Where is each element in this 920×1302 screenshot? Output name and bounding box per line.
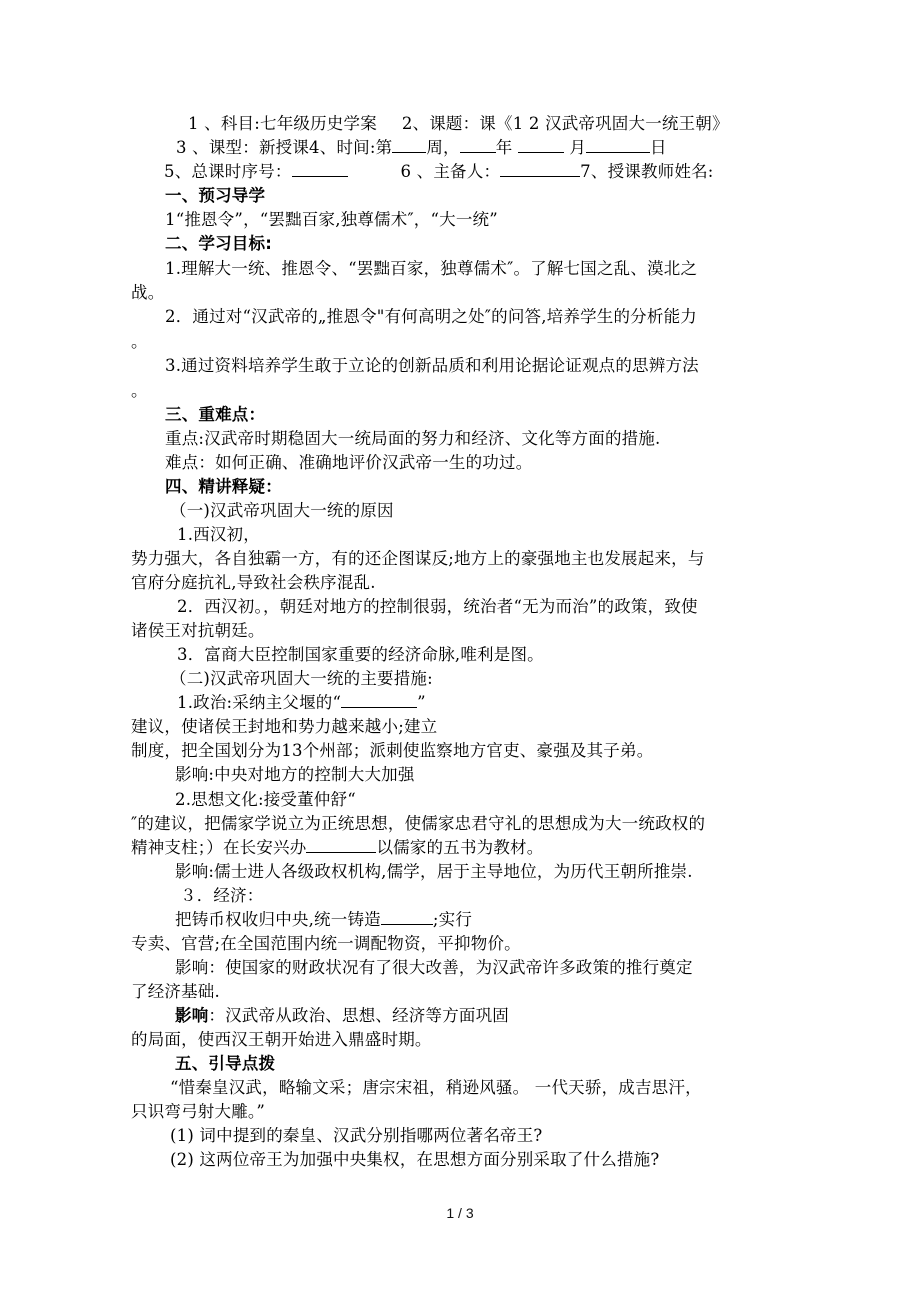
year-blank[interactable] — [460, 136, 496, 153]
measure-3-title: ３．经济： — [180, 886, 264, 905]
teacher-label: 7、授课教师姓名: — [580, 162, 714, 181]
overall-effect-text: ：汉武帝从政治、思想、经济等方面巩固 — [208, 1006, 510, 1025]
measure-2-blank[interactable] — [306, 836, 376, 853]
week-label: 周， — [426, 138, 460, 157]
measure-3-effect-b: 了经济基础. — [131, 982, 220, 1001]
day-label: 日 — [650, 138, 667, 157]
measure-3-line-b: 专卖、官营;在全国范围内统一调配物资，平抑物价。 — [131, 934, 521, 953]
goal-3-line-a: 3.通过资料培养学生敢于立论的创新品质和利用论据论证观点的思辨方法 — [165, 356, 699, 375]
section-1-title: 一、预习导学 — [165, 186, 266, 205]
measure-2-text-after: 以儒家的五书为教材。 — [376, 838, 544, 857]
preparer-label: 6 、主备人： — [400, 162, 501, 181]
measure-1-line-a — [177, 691, 426, 715]
reason-1-line-b: 势力强大，各自独霸一方，有的还企图谋反;地方上的豪强地主也发展起来，与 — [131, 549, 705, 568]
measure-2-effect: 影响:儒士进人各级政权机构,儒学，居于主导地位，为历代王朝所推崇. — [175, 862, 693, 881]
measure-2-line-b: ″的建议，把儒家学说立为正统思想，使儒家忠君守礼的思想成为大一统政权的 — [131, 814, 706, 833]
topic-label: 2、课题：课《1 2 汉武帝巩固大一统王朝》 — [401, 114, 729, 133]
measure-1-line-b: 建议，使诸侯王封地和势力越来越小;建立 — [131, 717, 438, 736]
year-label: 年 — [495, 138, 513, 157]
question-2: (2) 这两位帝王为加强中央集权，在思想方面分别采取了什么措施? — [170, 1150, 660, 1169]
poem-quote-line-a: “惜秦皇汉武，略输文采；唐宗宋祖，稍逊风骚。 一代天骄，成吉思汗， — [170, 1078, 702, 1097]
section-1-item: 1“推恩令”，“罢黜百家,独尊儒术″，“大一统” — [165, 210, 498, 229]
measure-3-blank[interactable] — [381, 908, 433, 925]
question-1: (1) 词中提到的秦皇、汉武分别指哪两位著名帝王? — [170, 1126, 543, 1145]
measure-2-line-c — [131, 836, 543, 860]
month-label: 月 — [569, 138, 587, 157]
lesson-number-label: 5、总课时序号： — [164, 162, 292, 181]
part-2-title: （二)汉武帝巩固大一统的主要措施: — [170, 669, 433, 688]
measure-2-text: 精神支柱；）在长安兴办 — [131, 838, 307, 857]
header-line-3 — [164, 160, 714, 184]
page-indicator: 1 / 3 — [446, 1205, 474, 1221]
measure-2-line-a: 2.思想文化:接受董仲舒“ — [175, 790, 356, 809]
section-2-title: 二、学习目标: — [165, 234, 272, 253]
section-5-title: 五、引导点拨 — [175, 1054, 276, 1073]
reason-3: 3．富商大臣控制国家重要的经济命脉,唯利是图。 — [177, 645, 544, 664]
overall-effect-line-b: 的局面，使西汉王朝开始进入鼎盛时期。 — [131, 1030, 432, 1049]
overall-effect-line-a — [175, 1004, 509, 1028]
day-blank[interactable] — [586, 136, 650, 153]
goal-2-line-a: 2．通过对“汉武帝的„推恩令"有何高明之处″的问答,培养学生的分析能力 — [165, 307, 697, 326]
measure-1-line-c: 制度，把全国划分为13个州部；派刺使监察地方官吏、豪强及其子弟。 — [131, 741, 654, 760]
part-1-title: （一)汉武帝巩固大一统的原因 — [170, 501, 394, 520]
measure-1-close-quote: ” — [417, 693, 426, 712]
lesson-number-blank[interactable] — [292, 160, 348, 177]
subject-label: 1 、科目:七年级历史学案 — [188, 114, 377, 133]
overall-effect-label: 影响 — [175, 1006, 209, 1025]
header-line-1 — [188, 112, 729, 136]
measure-1-blank[interactable] — [341, 691, 417, 708]
header-line-2 — [176, 136, 667, 160]
poem-quote-line-b: 只识弯弓射大雕。” — [131, 1102, 265, 1121]
reason-1-line-c: 官府分庭抗礼,导致社会秩序混乱. — [131, 573, 376, 592]
section-3-title: 三、重难点： — [165, 405, 266, 424]
month-blank[interactable] — [518, 136, 564, 153]
week-blank[interactable] — [392, 136, 426, 153]
measure-3-effect-a: 影响：使国家的财政状况有了很大改善，为汉武帝许多政策的推行奠定 — [175, 958, 693, 977]
goal-1-line-b: 战。 — [131, 283, 165, 302]
measure-3-text: 把铸币权收归中央,统一铸造 — [175, 910, 381, 929]
goal-2-line-b: 。 — [131, 332, 148, 351]
measure-3-line-a — [175, 908, 472, 932]
reason-2-line-a: 2．西汉初。，朝廷对地方的控制很弱，统治者“无为而治”的政策，致使 — [177, 597, 698, 616]
key-point: 重点:汉武帝时期稳固大一统局面的努力和经济、文化等方面的措施. — [165, 429, 661, 448]
reason-2-line-b: 诸侯王对抗朝廷。 — [131, 621, 265, 640]
goal-3-line-b: 。 — [131, 381, 148, 400]
section-4-title: 四、精讲释疑： — [165, 477, 282, 496]
preparer-blank[interactable] — [500, 160, 580, 177]
goal-1-line-a: 1.理解大一统、推恩令、“罢黜百家，独尊儒术″。了解七国之乱、漠北之 — [165, 259, 698, 278]
course-type-label: 3 、课型：新授课4、时间:第 — [176, 138, 393, 157]
measure-1-effect: 影响:中央对地方的控制大大加强 — [175, 765, 415, 784]
reason-1-line-a: 1.西汉初， — [177, 525, 260, 544]
measure-3-text-after: ;实行 — [432, 910, 473, 929]
difficult-point: 难点：如何正确、准确地评价汉武帝一生的功过。 — [165, 453, 533, 472]
measure-1-text: 1.政治:采纳主父堰的“ — [177, 693, 342, 712]
